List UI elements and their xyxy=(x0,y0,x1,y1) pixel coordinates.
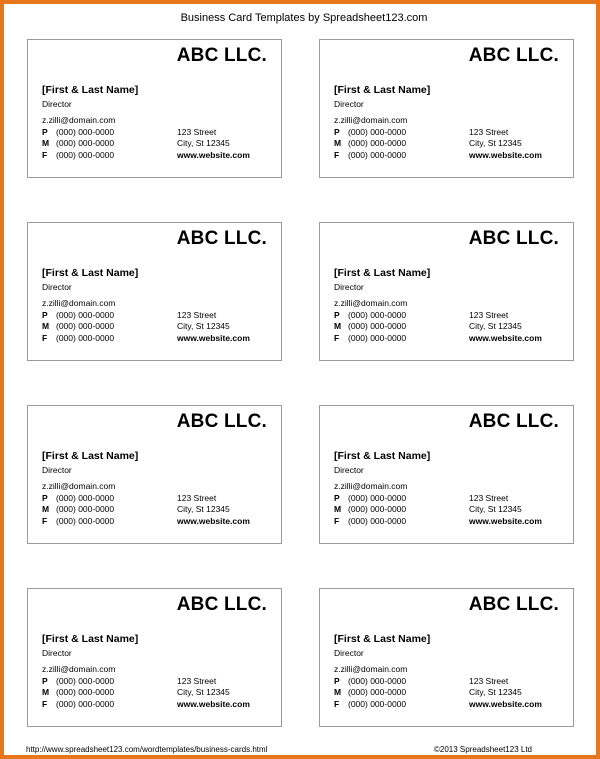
mobile-row xyxy=(334,504,564,515)
mobile-number: (000) 000-0000 xyxy=(348,687,407,697)
street-address: 123 Street xyxy=(177,127,217,137)
website: www.website.com xyxy=(177,150,250,160)
phone-label: P xyxy=(334,127,340,137)
mobile-row xyxy=(42,138,272,149)
phone-number: (000) 000-0000 xyxy=(348,310,407,320)
business-card xyxy=(27,39,282,178)
fax-number: (000) 000-0000 xyxy=(56,333,115,343)
fax-row xyxy=(334,699,564,710)
mobile-number: (000) 000-0000 xyxy=(348,504,407,514)
mobile-label: M xyxy=(42,138,50,148)
fax-number: (000) 000-0000 xyxy=(348,150,407,160)
website: www.website.com xyxy=(177,516,250,526)
job-title: Director xyxy=(42,282,72,292)
business-card xyxy=(319,39,574,178)
job-title: Director xyxy=(334,99,364,109)
street-address: 123 Street xyxy=(177,310,217,320)
phone-number: (000) 000-0000 xyxy=(56,127,115,137)
phone-label: P xyxy=(334,310,340,320)
fax-label: F xyxy=(42,516,48,526)
fax-label: F xyxy=(334,333,340,343)
email-address: z.zilli@domain.com xyxy=(42,298,116,308)
contact-name: [First & Last Name] xyxy=(334,267,431,279)
phone-number: (000) 000-0000 xyxy=(348,127,407,137)
city-state-zip: City, St 12345 xyxy=(177,321,230,331)
website: www.website.com xyxy=(469,333,542,343)
phone-row xyxy=(42,493,272,504)
street-address: 123 Street xyxy=(177,493,217,503)
phone-row xyxy=(42,310,272,321)
mobile-row xyxy=(334,138,564,149)
email-address: z.zilli@domain.com xyxy=(334,298,408,308)
page-title: Business Card Templates by Spreadsheet123.com xyxy=(180,12,428,24)
mobile-label: M xyxy=(334,687,342,697)
phone-row xyxy=(334,127,564,138)
company-name: ABC LLC. xyxy=(468,228,559,249)
company-name: ABC LLC. xyxy=(468,594,559,615)
fax-row xyxy=(334,333,564,344)
footer-url[interactable]: http://www.spreadsheet123.com/wordtemplates/business-cards.html xyxy=(26,745,268,754)
phone-row xyxy=(334,676,564,687)
fax-row xyxy=(334,150,564,161)
email-address: z.zilli@domain.com xyxy=(42,115,116,125)
company-name: ABC LLC. xyxy=(468,45,559,66)
mobile-label: M xyxy=(334,138,342,148)
website: www.website.com xyxy=(469,150,542,160)
mobile-number: (000) 000-0000 xyxy=(56,321,115,331)
street-address: 123 Street xyxy=(469,310,509,320)
city-state-zip: City, St 12345 xyxy=(469,321,522,331)
fax-number: (000) 000-0000 xyxy=(348,333,407,343)
mobile-label: M xyxy=(42,321,50,331)
contact-name: [First & Last Name] xyxy=(334,84,431,96)
mobile-row xyxy=(42,504,272,515)
email-address: z.zilli@domain.com xyxy=(334,115,408,125)
phone-label: P xyxy=(42,310,48,320)
mobile-number: (000) 000-0000 xyxy=(348,138,407,148)
job-title: Director xyxy=(334,465,364,475)
mobile-number: (000) 000-0000 xyxy=(56,138,115,148)
fax-label: F xyxy=(334,150,340,160)
phone-number: (000) 000-0000 xyxy=(348,676,407,686)
contact-name: [First & Last Name] xyxy=(42,450,139,462)
fax-number: (000) 000-0000 xyxy=(56,150,115,160)
website: www.website.com xyxy=(469,699,542,709)
email-address: z.zilli@domain.com xyxy=(42,664,116,674)
company-name: ABC LLC. xyxy=(176,228,267,249)
phone-number: (000) 000-0000 xyxy=(56,493,115,503)
phone-number: (000) 000-0000 xyxy=(56,676,115,686)
business-card xyxy=(27,588,282,727)
city-state-zip: City, St 12345 xyxy=(177,138,230,148)
email-address: z.zilli@domain.com xyxy=(42,481,116,491)
mobile-row xyxy=(334,687,564,698)
fax-number: (000) 000-0000 xyxy=(56,516,115,526)
email-address: z.zilli@domain.com xyxy=(334,481,408,491)
phone-number: (000) 000-0000 xyxy=(56,310,115,320)
street-address: 123 Street xyxy=(469,127,509,137)
street-address: 123 Street xyxy=(177,676,217,686)
business-card xyxy=(27,405,282,544)
city-state-zip: City, St 12345 xyxy=(177,504,230,514)
fax-row xyxy=(42,516,272,527)
phone-row xyxy=(42,127,272,138)
fax-row xyxy=(42,699,272,710)
company-name: ABC LLC. xyxy=(468,411,559,432)
business-card xyxy=(27,222,282,361)
mobile-label: M xyxy=(42,687,50,697)
phone-label: P xyxy=(42,676,48,686)
fax-number: (000) 000-0000 xyxy=(348,699,407,709)
fax-label: F xyxy=(42,333,48,343)
job-title: Director xyxy=(334,282,364,292)
company-name: ABC LLC. xyxy=(176,45,267,66)
company-name: ABC LLC. xyxy=(176,594,267,615)
footer-copyright: ©2013 Spreadsheet123 Ltd xyxy=(434,745,532,754)
city-state-zip: City, St 12345 xyxy=(469,687,522,697)
phone-row xyxy=(334,493,564,504)
job-title: Director xyxy=(42,99,72,109)
mobile-row xyxy=(42,321,272,332)
fax-row xyxy=(334,516,564,527)
fax-row xyxy=(42,333,272,344)
street-address: 123 Street xyxy=(469,676,509,686)
fax-label: F xyxy=(42,699,48,709)
city-state-zip: City, St 12345 xyxy=(469,504,522,514)
fax-label: F xyxy=(334,516,340,526)
phone-label: P xyxy=(42,127,48,137)
mobile-number: (000) 000-0000 xyxy=(56,687,115,697)
street-address: 123 Street xyxy=(469,493,509,503)
fax-label: F xyxy=(334,699,340,709)
job-title: Director xyxy=(42,465,72,475)
phone-row xyxy=(334,310,564,321)
website: www.website.com xyxy=(177,699,250,709)
phone-number: (000) 000-0000 xyxy=(348,493,407,503)
fax-label: F xyxy=(42,150,48,160)
mobile-label: M xyxy=(334,321,342,331)
city-state-zip: City, St 12345 xyxy=(177,687,230,697)
mobile-number: (000) 000-0000 xyxy=(348,321,407,331)
business-card xyxy=(319,588,574,727)
business-card xyxy=(319,222,574,361)
contact-name: [First & Last Name] xyxy=(42,633,139,645)
mobile-label: M xyxy=(42,504,50,514)
company-name: ABC LLC. xyxy=(176,411,267,432)
contact-name: [First & Last Name] xyxy=(42,84,139,96)
website: www.website.com xyxy=(469,516,542,526)
contact-name: [First & Last Name] xyxy=(42,267,139,279)
contact-name: [First & Last Name] xyxy=(334,450,431,462)
job-title: Director xyxy=(42,648,72,658)
phone-label: P xyxy=(42,493,48,503)
mobile-number: (000) 000-0000 xyxy=(56,504,115,514)
phone-label: P xyxy=(334,676,340,686)
mobile-row xyxy=(334,321,564,332)
fax-number: (000) 000-0000 xyxy=(56,699,115,709)
fax-row xyxy=(42,150,272,161)
contact-name: [First & Last Name] xyxy=(334,633,431,645)
phone-row xyxy=(42,676,272,687)
fax-number: (000) 000-0000 xyxy=(348,516,407,526)
business-card xyxy=(319,405,574,544)
job-title: Director xyxy=(334,648,364,658)
city-state-zip: City, St 12345 xyxy=(469,138,522,148)
website: www.website.com xyxy=(177,333,250,343)
phone-label: P xyxy=(334,493,340,503)
mobile-label: M xyxy=(334,504,342,514)
mobile-row xyxy=(42,687,272,698)
email-address: z.zilli@domain.com xyxy=(334,664,408,674)
